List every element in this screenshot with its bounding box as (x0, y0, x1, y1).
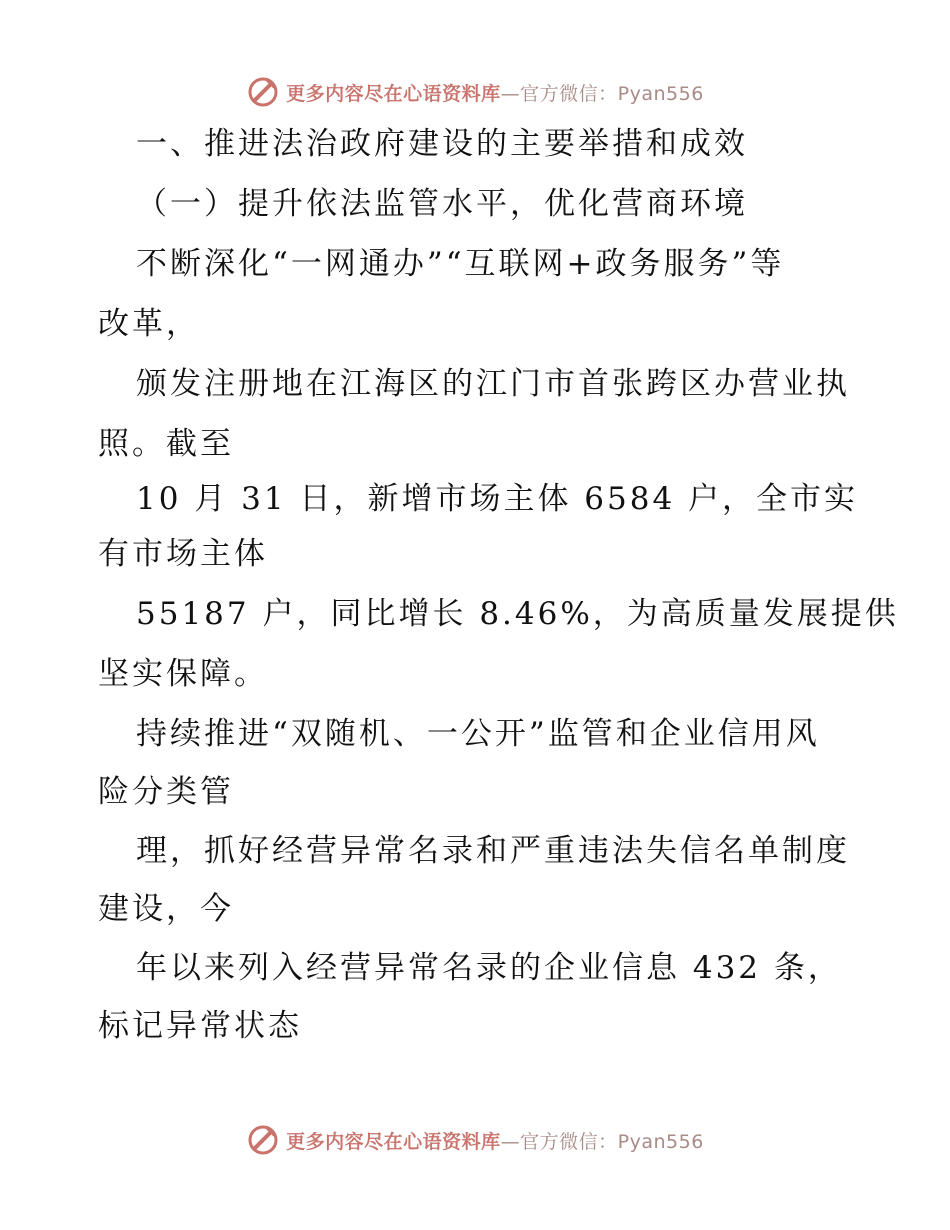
paragraph-line: 照。截至 (98, 426, 234, 462)
header-watermark (0, 72, 950, 112)
paragraph-line: 不断深化“一网通办”“互联网+政务服务”等 (136, 246, 785, 282)
watermark-text: 更多内容尽在心语资料库—官方微信：Pyan556 (286, 1130, 704, 1153)
paragraph-line: 持续推进“双随机、一公开”监管和企业信用风 (136, 716, 820, 752)
paragraph-line: 建设，今 (98, 891, 234, 927)
paragraph-line: 颁发注册地在江海区的江门市首张跨区办营业执 (136, 366, 850, 402)
footer-watermark (0, 1120, 950, 1160)
subsection-heading: （一）提升依法监管水平，优化营商环境 (136, 186, 748, 222)
paragraph-line: 年以来列入经营异常名录的企业信息 432 条， (136, 950, 842, 986)
pen-logo-icon (246, 75, 280, 109)
paragraph-line: 10 月 31 日，新增市场主体 6584 户，全市实 (136, 481, 859, 517)
paragraph-line: 有市场主体 (98, 536, 268, 572)
paragraph-line: 坚实保障。 (98, 656, 268, 692)
paragraph-line: 改革， (98, 306, 200, 342)
pen-logo-icon (246, 1123, 280, 1157)
paragraph-line: 险分类管 (98, 774, 234, 810)
section-heading: 一、推进法治政府建设的主要举措和成效 (136, 126, 748, 162)
paragraph-line: 55187 户，同比增长 8.46%，为高质量发展提供 (136, 596, 899, 632)
paragraph-line: 标记异常状态 (98, 1008, 302, 1044)
watermark-text: 更多内容尽在心语资料库—官方微信：Pyan556 (286, 82, 704, 105)
paragraph-line: 理，抓好经营异常名录和严重违法失信名单制度 (136, 833, 850, 869)
